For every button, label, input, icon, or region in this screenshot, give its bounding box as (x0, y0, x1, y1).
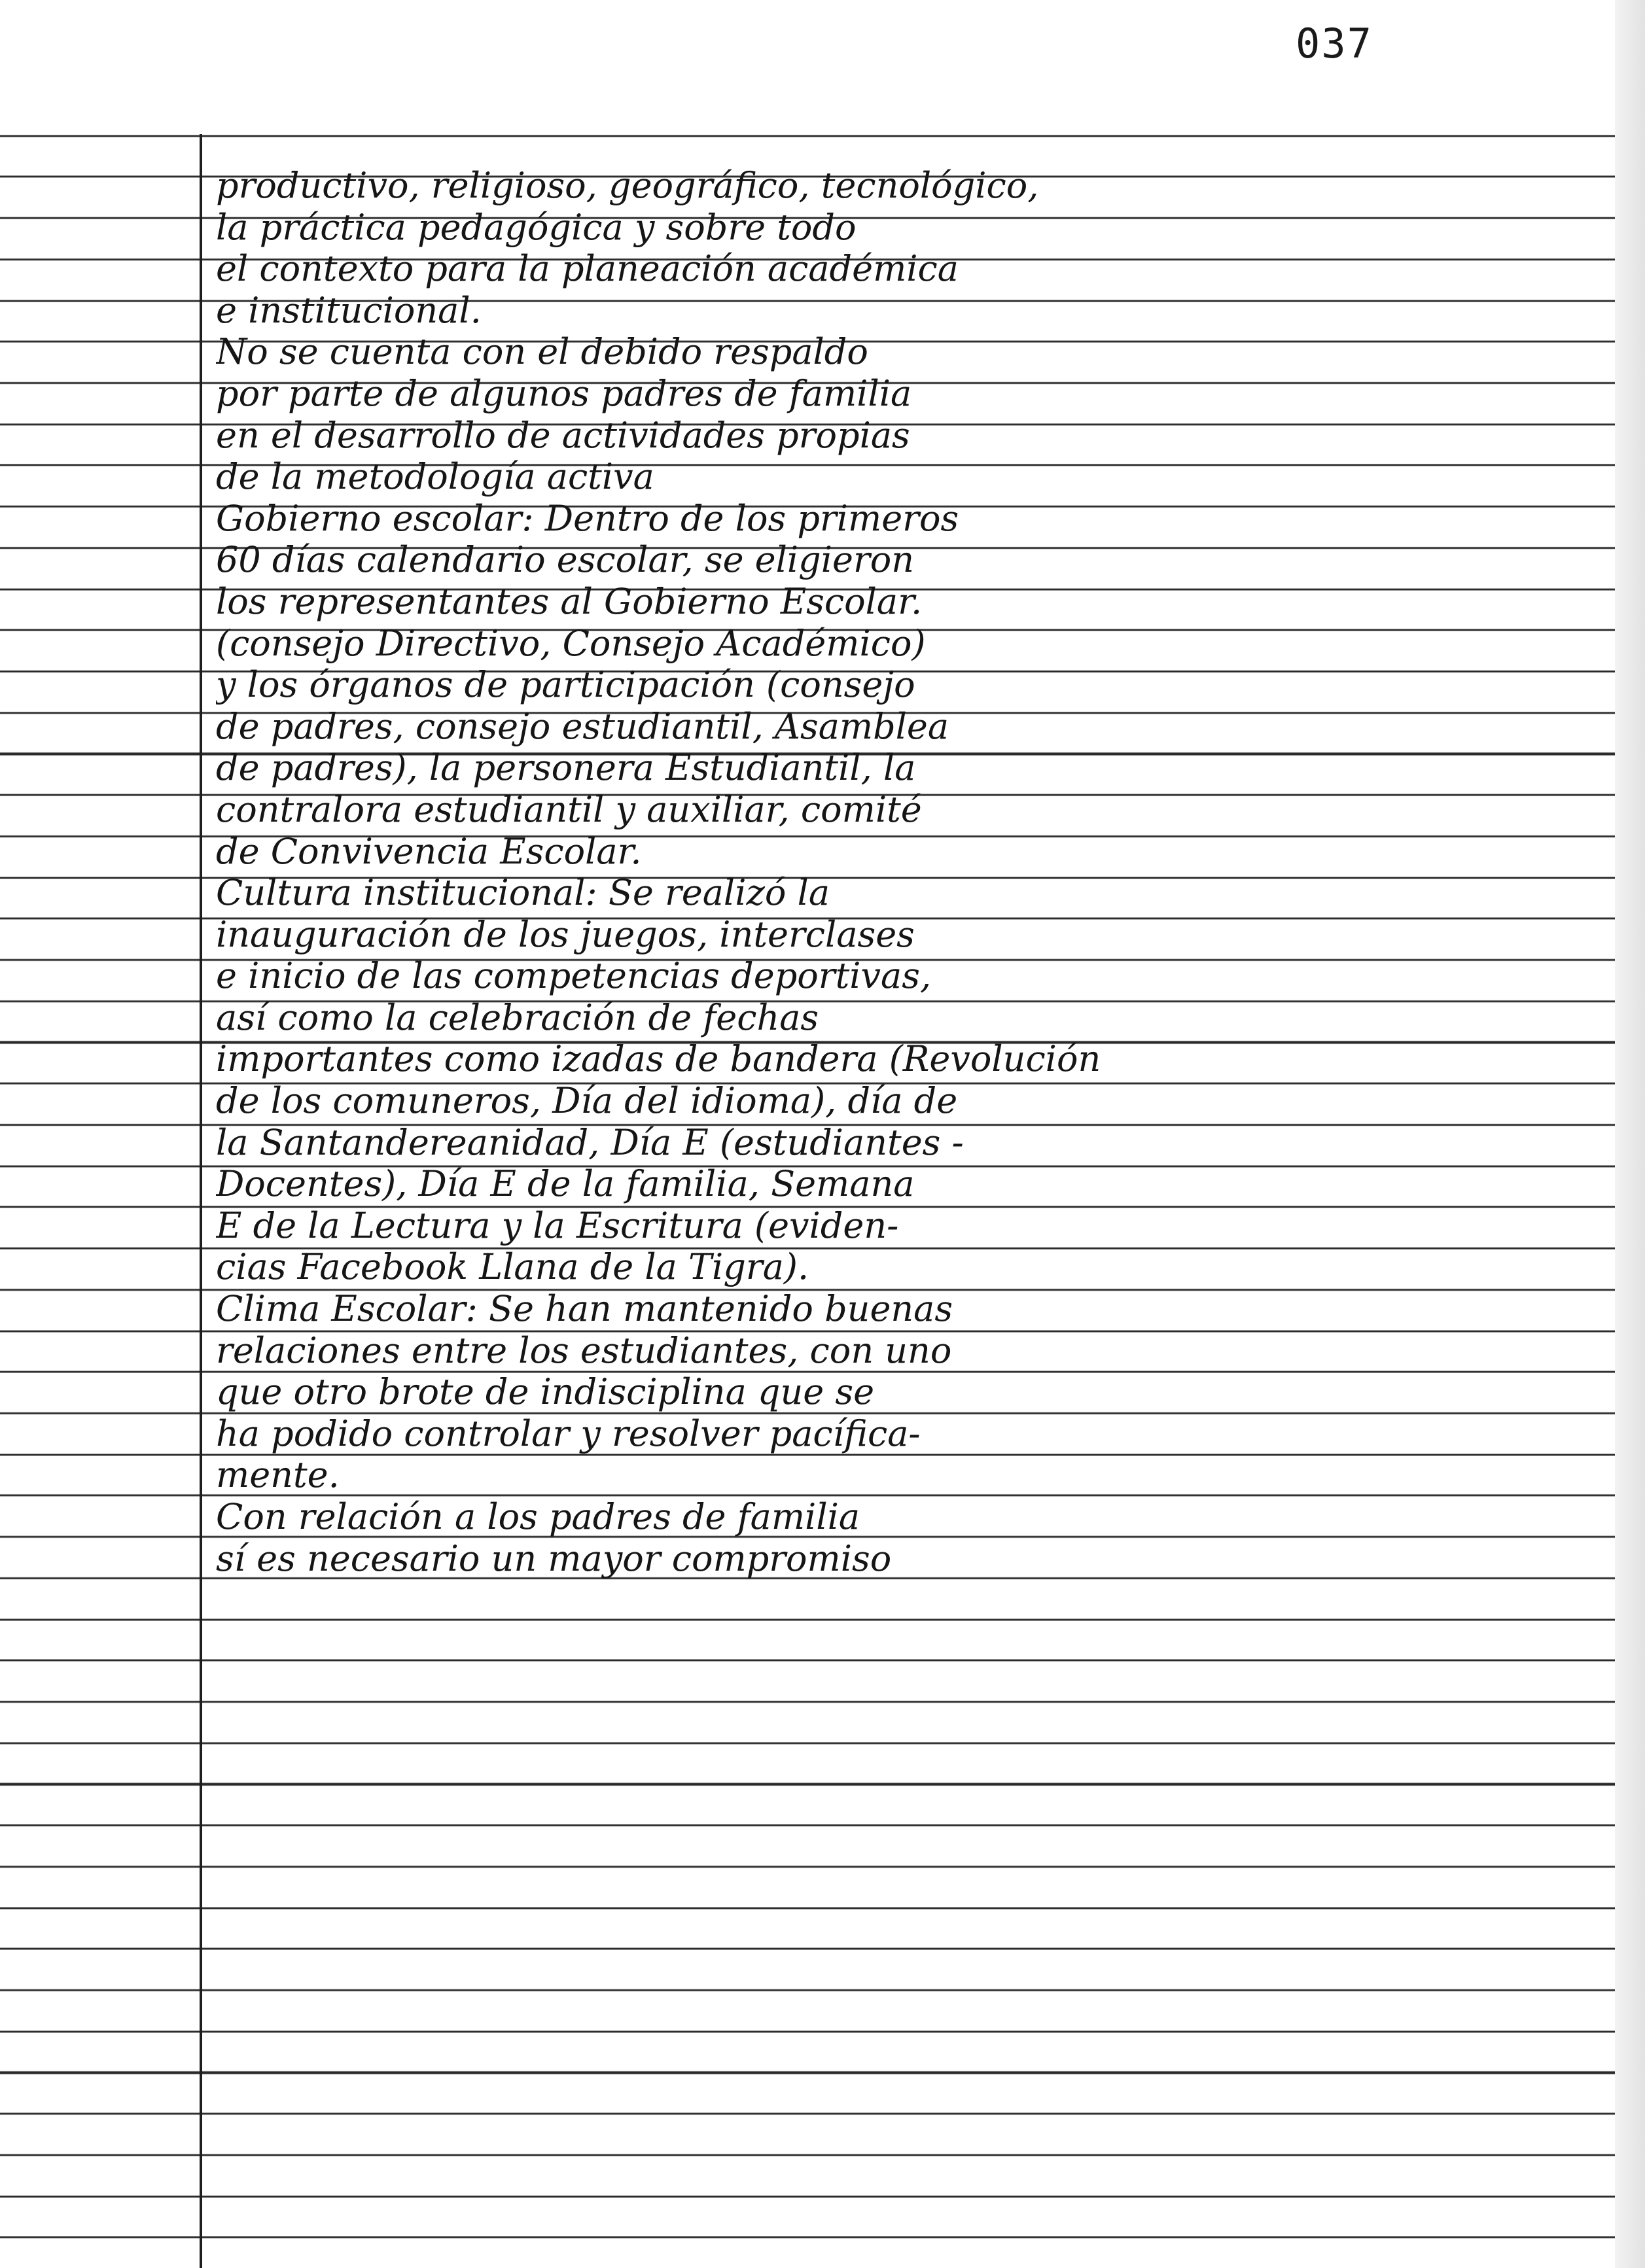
text-line: de padres), la personera Estudiantil, la (216, 747, 916, 789)
text-line: Clima Escolar: Se han mantenido buenas (216, 1288, 953, 1330)
text-line: e inicio de las competencias deportivas, (216, 955, 932, 997)
text-line: Gobierno escolar: Dentro de los primeros (216, 497, 959, 539)
text-line: inauguración de los juegos, interclases (216, 913, 915, 955)
text-line: así como la celebración de fechas (216, 996, 819, 1038)
page-number: 037 (1296, 20, 1373, 67)
text-line: contralora estudiantil y auxiliar, comité (216, 788, 922, 830)
text-line: 60 días calendario escolar, se eligieron (216, 539, 915, 581)
top-margin (0, 0, 1645, 96)
text-line: cias Facebook Llana de la Tigra). (216, 1246, 809, 1288)
text-line: importantes como izadas de bandera (Revolución (216, 1038, 1101, 1080)
text-line: la Santandereanidad, Día E (estudiantes - (216, 1121, 964, 1163)
text-line: E de la Lectura y la Escritura (eviden- (216, 1204, 899, 1246)
text-line: el contexto para la planeación académica (216, 248, 959, 290)
text-line: de Convivencia Escolar. (216, 830, 642, 872)
text-line: en el desarrollo de actividades propias (216, 414, 910, 456)
text-line: No se cuenta con el debido respaldo (216, 331, 868, 373)
text-line: e institucional. (216, 289, 482, 331)
text-line: productivo, religioso, geográfico, tecnológico, (216, 165, 1039, 206)
text-line: y los órganos de participación (consejo (216, 664, 915, 706)
text-line: ha podido controlar y resolver pacífica- (216, 1412, 921, 1454)
text-line: Cultura institucional: Se realizó la (216, 872, 830, 914)
text-line: Con relación a los padres de familia (216, 1496, 860, 1537)
text-line: los representantes al Gobierno Escolar. (216, 580, 923, 622)
margin-rule (200, 134, 202, 2268)
text-line: sí es necesario un mayor compromiso (216, 1537, 892, 1579)
page-edge (1615, 0, 1645, 2268)
text-line: la práctica pedagógica y sobre todo (216, 206, 857, 248)
text-line: (consejo Directivo, Consejo Académico) (216, 622, 926, 664)
text-line: por parte de algunos padres de familia (216, 372, 912, 414)
text-line: de los comuneros, Día del idioma), día de (216, 1080, 958, 1122)
text-line: de padres, consejo estudiantil, Asamblea (216, 705, 949, 747)
text-line: de la metodología activa (216, 456, 654, 498)
handwritten-text (216, 165, 1597, 1579)
text-line: relaciones entre los estudiantes, con uno (216, 1329, 952, 1371)
text-line: Docentes), Día E de la familia, Semana (216, 1163, 915, 1205)
text-line: que otro brote de indisciplina que se (216, 1371, 875, 1413)
text-line: mente. (216, 1454, 340, 1496)
